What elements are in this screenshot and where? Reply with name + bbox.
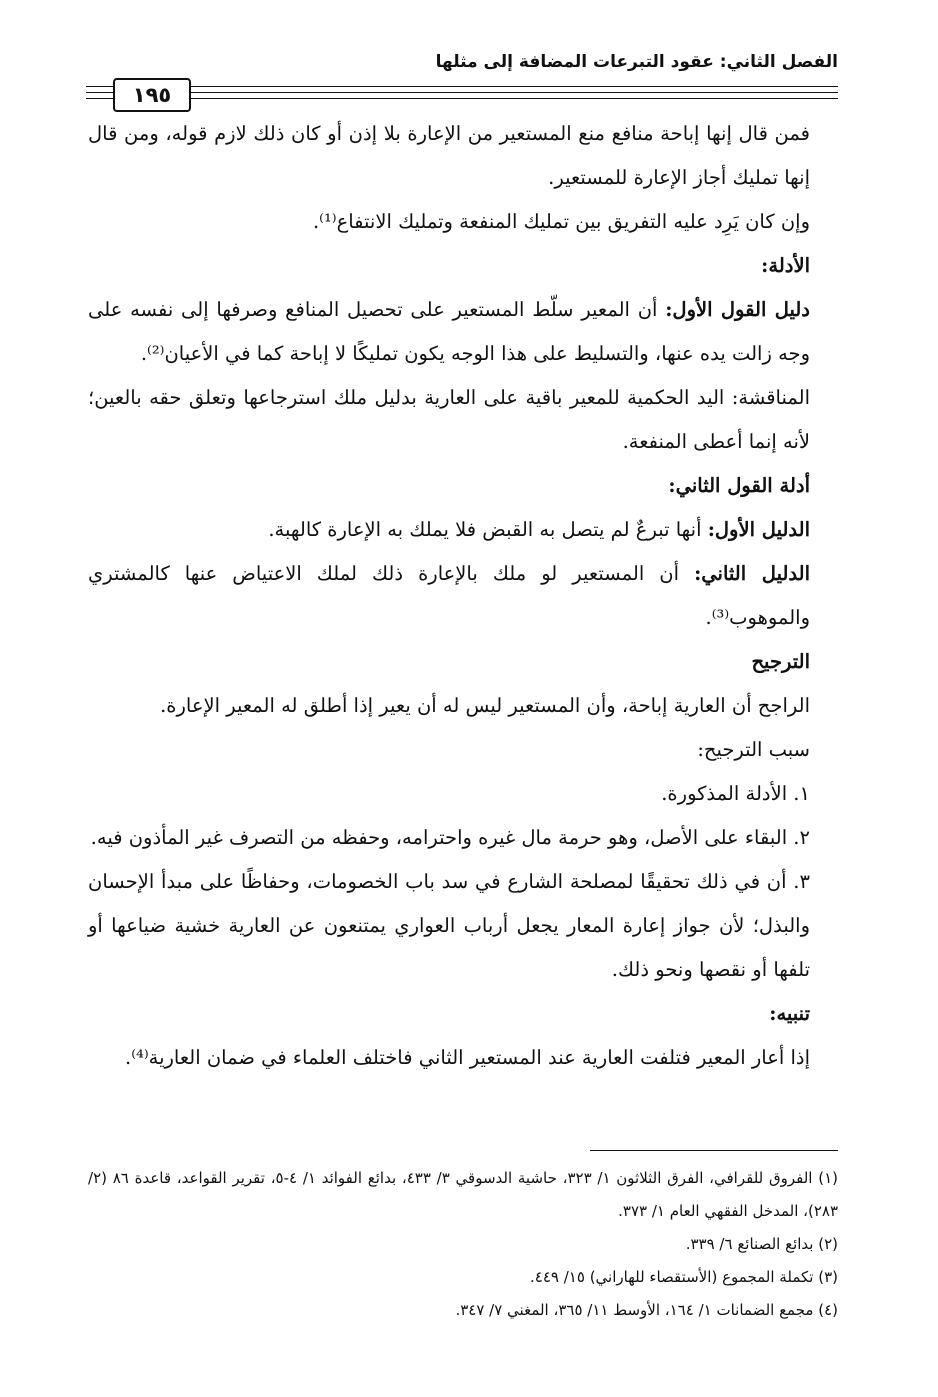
second-second-text: أن المستعير لو ملك بالإعارة ذلك لملك الاعتياض عنها كالمشتري والموهوب⁽³⁾. <box>88 562 810 629</box>
paragraph-distinction: وإن كان يَرِد عليه التفريق بين تمليك المنفعة وتمليك الانتفاع⁽¹⁾. <box>312 210 810 233</box>
second-first-label: الدليل الأول: <box>707 518 810 541</box>
paragraph-discussion: المناقشة: اليد الحكمية للمعير باقية على العارية بدليل ملك استرجاعها وتعلق حقه بالعين؛ لأنه إنما أعطى المنفعة. <box>88 386 810 453</box>
running-title: الفصل الثاني: عقود التبرعات المضافة إلى مثلها <box>435 52 838 72</box>
footnote-item: (١) الفروق للقرافي، الفرق الثلاثون ١/ ٣٢٣، حاشية الدسوقي ٣/ ٤٣٣، بدائع الفوائد ١/ ٤-٥، تقرير القواعد، قاعدة ٨٦ (٢/ ٢٨٣)، المدخل الفقهي العام ١/ ٣٧٣. <box>88 1169 838 1220</box>
paragraph-second-second-evidence <box>88 552 838 640</box>
paragraph-second-first-evidence <box>88 508 838 552</box>
note-heading: تنبيه: <box>769 1002 810 1025</box>
header-rule-bottom <box>86 98 838 99</box>
paragraph-first-opinion <box>88 288 838 376</box>
header-rule-middle <box>86 92 838 93</box>
main-text <box>88 112 838 1080</box>
footnote-item: (٢) بدائع الصنائع ٦/ ٣٣٩. <box>685 1235 838 1253</box>
first-opinion-label: دليل القول الأول: <box>665 298 810 321</box>
footnote-separator <box>590 1150 838 1151</box>
evidence-heading: الأدلة: <box>761 254 810 277</box>
reason-item-2: ٢. البقاء على الأصل، وهو حرمة مال غيره واحترامه، وحفظه من التصرف غير المأذون فيه. <box>90 826 810 849</box>
footnotes <box>88 1162 838 1327</box>
footnote-item: (٣) تكملة المجموع (الأستقصاء للهاراني) ١٥/ ٤٤٩. <box>530 1268 838 1286</box>
reason-item-1: ١. الأدلة المذكورة. <box>661 782 810 805</box>
reason-item-3: ٣. أن في ذلك تحقيقًا لمصلحة الشارع في سد باب الخصومات، وحفاظًا على مبدأ الإحسان والبذل؛ لأن جواز إعارة المعار يجعل أرباب العواري يمتنعون عن العارية خشية ضياعها أو تلفها أو نقصها ونحو ذلك. <box>88 870 810 981</box>
page-number: ١٩٥ <box>113 78 191 112</box>
first-opinion-text: أن المعير سلّط المستعير على تحصيل المنافع وصرفها إلى نفسه على وجه زالت يده عنها، والتسليط على هذا الوجه يكون تمليكًا لا إباحة كما في الأعيان⁽²⁾. <box>88 298 810 365</box>
second-first-text: أنها تبرعٌ لم يتصل به القبض فلا يملك به الإعارة كالهبة. <box>268 518 708 541</box>
second-second-label: الدليل الثاني: <box>694 562 810 585</box>
paragraph-note: إذا أعار المعير فتلفت العارية عند المستعير الثاني فاختلف العلماء في ضمان العارية⁽⁴⁾. <box>125 1046 810 1069</box>
paragraph-preponderance: الراجح أن العارية إباحة، وأن المستعير ليس له أن يعير إذا أطلق له المعير الإعارة. <box>160 694 810 717</box>
footnote-item: (٤) مجمع الضمانات ١/ ١٦٤، الأوسط ١١/ ٣٦٥، المغني ٧/ ٣٤٧. <box>455 1301 838 1319</box>
preponderance-heading: الترجيح <box>751 650 810 673</box>
reason-heading: سبب الترجيح: <box>697 738 810 761</box>
header-rule-top <box>86 86 838 87</box>
second-opinion-heading: أدلة القول الثاني: <box>668 474 810 497</box>
paragraph-permission-opinion: فمن قال إنها إباحة منافع منع المستعير من الإعارة بلا إذن أو كان ذلك لازم قوله، ومن قال إنها تمليك أجاز الإعارة للمستعير. <box>88 122 810 189</box>
